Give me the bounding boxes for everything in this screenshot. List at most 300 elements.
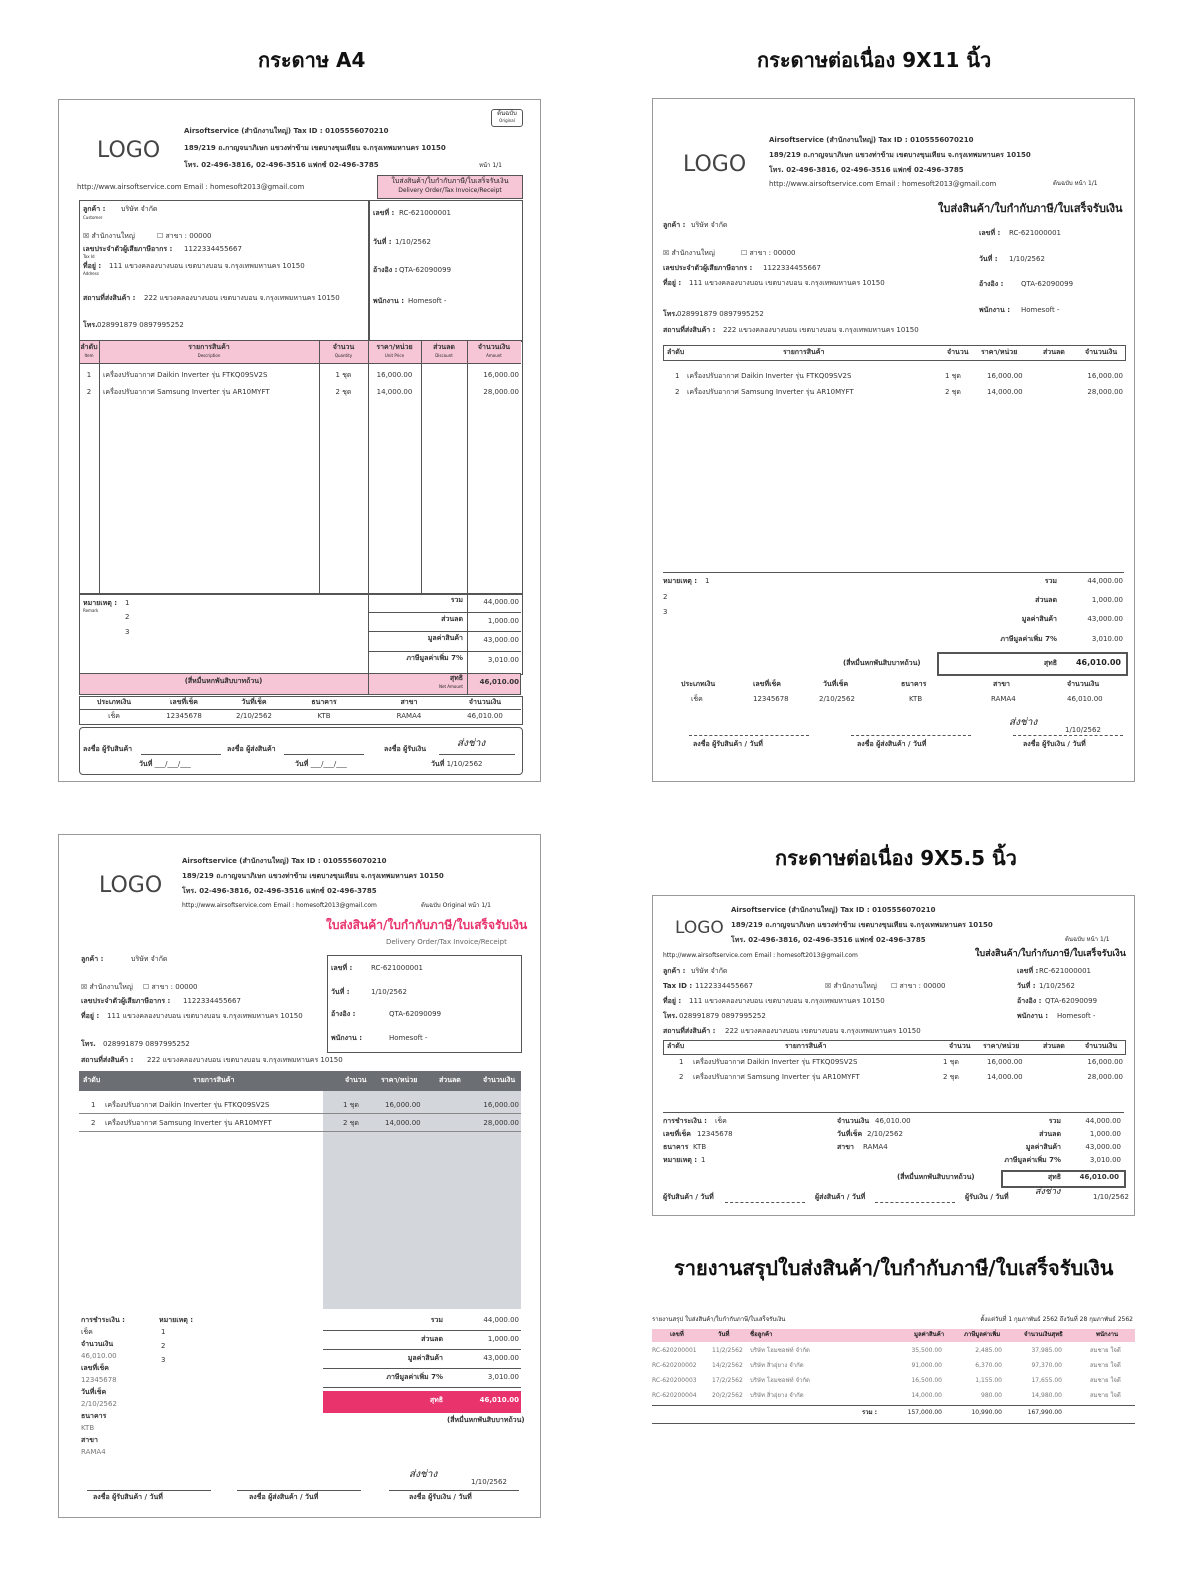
doc-officer-label: พนักงาน : — [1017, 1012, 1049, 1020]
pay-branch: RAMA4 — [863, 1143, 888, 1151]
row1-no: 1 — [91, 1101, 96, 1109]
row1-no: 1 — [679, 1058, 684, 1066]
branch-check: ☐ สาขา : 00000 — [741, 249, 796, 257]
invoice-a4-grey-sheet — [58, 834, 541, 1518]
col-discount: ส่วนลด — [439, 1076, 461, 1084]
doc-no-value: RC-621000001 — [399, 209, 452, 217]
company-phone: โทร. 02-496-3816, 02-496-3516 แฟกซ์ 02-496-3785 — [182, 887, 377, 895]
ship-label: สถานที่ส่งสินค้า : — [81, 1056, 134, 1064]
report-col-net: จำนวนเงินสุทธิ — [1024, 1331, 1063, 1338]
company-phone: โทร. 02-496-3816, 02-496-3516 แฟกซ์ 02-496-3785 — [184, 161, 379, 169]
col-item: ลำดับ — [83, 1076, 101, 1084]
doc-officer-value: Homesoft - — [1021, 306, 1060, 314]
pay-head-bank: ธนาคาร — [311, 698, 337, 706]
value-amount: 43,000.00 — [483, 636, 519, 644]
address-value: 111 แขวงคลองบางบอน เขตบางบอน จ.กรุงเทพมหานคร 10150 — [109, 262, 305, 270]
head-office-check: ☒ สำนักงานใหญ่ — [81, 983, 133, 991]
doc-officer-value: Homesoft - — [408, 297, 447, 305]
head-office-check: ☒ สำนักงานใหญ่ — [83, 232, 135, 240]
pay-cheque-label: เลขที่เช็ค — [81, 1364, 109, 1372]
original-stamp: ต้นฉบับ Original — [491, 109, 523, 127]
taxid-value: 1122334455667 — [183, 997, 241, 1005]
pay-date-label: วันที่เช็ค — [81, 1388, 107, 1396]
doc-no-label: เลขที่ : — [373, 209, 395, 217]
row2-price: 14,000.00 — [987, 1073, 1023, 1081]
col-desc: รายการสินค้า — [188, 343, 230, 351]
signature: ส่งช่าง — [1035, 1187, 1061, 1197]
pay-amount-label: จำนวนเงิน — [837, 1117, 870, 1125]
address-en: Address — [83, 271, 99, 276]
branch-check: ☐ สาขา : 00000 — [157, 232, 212, 240]
total-label: รวม — [430, 1316, 443, 1324]
net-label: สุทธิ — [449, 674, 463, 682]
col-discount: ส่วนลด — [433, 343, 455, 351]
doc-date-value: 1/10/2562 — [1039, 982, 1075, 990]
value-label: มูลค่าสินค้า — [1025, 1143, 1061, 1151]
report-cell: 980.00 — [981, 1392, 1002, 1399]
pay-label: การชำระเงิน : — [81, 1316, 125, 1324]
branch-check: ☐ สาขา : 00000 — [143, 983, 198, 991]
sign-collector: ลงชื่อ ผู้รับเงิน / วันที่ — [1023, 740, 1086, 748]
value-label: มูลค่าสินค้า — [1021, 615, 1057, 623]
total-label: รวม — [1048, 1117, 1061, 1125]
net-words: (สี่หมื่นหกพันสิบบาทถ้วน) — [447, 1416, 525, 1424]
report-cell: RC-620200001 — [652, 1347, 697, 1354]
pay-bank-label: ธนาคาร — [663, 1143, 689, 1151]
report-total-label: รวม : — [862, 1409, 878, 1416]
ship-value: 222 แขวงคลองบางบอน เขตบางบอน จ.กรุงเทพมหานคร 10150 — [147, 1056, 343, 1064]
row2-desc: เครื่องปรับอากาศ Samsung Inverter รุ่น AR10MYFT — [105, 1119, 272, 1127]
pay-head-date: วันที่เช็ค — [823, 680, 849, 688]
total-label: รวม — [1044, 577, 1057, 585]
signature: ส่งช่าง — [1009, 717, 1038, 728]
row1-price: 16,000.00 — [376, 371, 413, 379]
company-address: 189/219 ถ.กาญจนาภิเษก แขวงท่าข้าม เขตบางขุนเทียน จ.กรุงเทพมหานคร 10150 — [184, 144, 446, 152]
sign-deliverer: ผู้ส่งสินค้า / วันที่ — [815, 1193, 866, 1201]
value-amount: 43,000.00 — [1085, 1143, 1121, 1151]
row2-qty: 2 ชุด — [343, 1119, 359, 1127]
row2-amount: 28,000.00 — [483, 388, 519, 396]
total-value: 44,000.00 — [483, 598, 519, 606]
row2-amount: 28,000.00 — [1087, 388, 1123, 396]
pay-cheque: 12345678 — [697, 1130, 733, 1138]
net-label: สุทธิ — [1043, 659, 1057, 667]
discount-label: ส่วนลด — [421, 1335, 443, 1343]
company-logo: LOGO — [675, 918, 724, 938]
page-number: หน้า 1/1 — [479, 162, 502, 169]
doc-ref-label: อ้างอิง : — [979, 280, 1004, 288]
net-value: 46,010.00 — [479, 678, 519, 686]
company-web: http://www.airsoftservice.com Email : homesoft2013@gmail.com — [77, 183, 305, 191]
col-desc: รายการสินค้า — [783, 348, 825, 356]
row1-price: 16,000.00 — [987, 1058, 1023, 1066]
col-price: ราคา/หน่วย — [983, 1042, 1020, 1050]
signed-date: 1/10/2562 — [471, 1478, 507, 1486]
remark-2: 2 — [125, 613, 130, 621]
remark-1: 1 — [705, 577, 710, 585]
report-cell: สมชาย ใจดี — [1090, 1392, 1121, 1399]
value-amount: 43,000.00 — [1087, 615, 1123, 623]
page-number: ต้นฉบับ หน้า 1/1 — [1053, 180, 1098, 187]
pay-type: เช็ค — [108, 712, 120, 720]
net-label: สุทธิ — [429, 1396, 443, 1404]
col-item: ลำดับ — [667, 1042, 685, 1050]
col-qty: จำนวน — [947, 348, 969, 356]
taxid-value: 1122334455667 — [184, 245, 242, 253]
sign-receiver: ลงชื่อ ผู้รับสินค้า / วันที่ — [693, 740, 763, 748]
sign-collector: ผู้รับเงิน / วันที่ — [965, 1193, 1009, 1201]
doc-officer-label: พนักงาน : — [331, 1034, 363, 1042]
row2-no: 2 — [91, 1119, 96, 1127]
pay-branch: RAMA4 — [991, 695, 1016, 703]
pay-head-type: ประเภทเงิน — [681, 680, 716, 688]
net-value: 46,010.00 — [479, 1396, 519, 1404]
col-amount: จำนวนเงิน — [1085, 348, 1118, 356]
tel-label: โทร. — [83, 321, 98, 329]
doc-no-label: เลขที่ : — [331, 964, 353, 972]
branch-check: ☐ สาขา : 00000 — [891, 982, 946, 990]
tel-label: โทร. — [663, 1012, 678, 1020]
page-number: ต้นฉบับ หน้า 1/1 — [1065, 936, 1110, 943]
discount-value: 1,000.00 — [1091, 596, 1123, 604]
company-name: Airsoftservice (สำนักงานใหญ่) Tax ID : 0105556070210 — [184, 127, 389, 135]
address-value: 111 แขวงคลองบางบอน เขตบางบอน จ.กรุงเทพมหานคร 10150 — [689, 997, 885, 1005]
pay-type: เช็ค — [691, 695, 703, 703]
pay-head-amount: จำนวนเงิน — [1067, 680, 1100, 688]
pay-head-amount: จำนวนเงิน — [468, 698, 502, 706]
doc-officer-value: Homesoft - — [1057, 1012, 1096, 1020]
customer-label: ลูกค้า : — [83, 205, 106, 213]
report-cell: 17/2/2562 — [712, 1377, 743, 1384]
company-address: 189/219 ถ.กาญจนาภิเษก แขวงท่าข้าม เขตบางขุนเทียน จ.กรุงเทพมหานคร 10150 — [182, 872, 444, 880]
report-cell: 14,000.00 — [911, 1392, 942, 1399]
col-qty: จำนวน — [345, 1076, 367, 1084]
row2-desc: เครื่องปรับอากาศ Samsung Inverter รุ่น AR10MYFT — [103, 388, 270, 396]
report-cell: RC-620200003 — [652, 1377, 697, 1384]
doc-title: ใบส่งสินค้า/ใบกำกับภาษี/ใบเสร็จรับเงิน — [975, 949, 1126, 959]
row1-price: 16,000.00 — [385, 1101, 421, 1109]
ship-label: สถานที่ส่งสินค้า : — [663, 326, 716, 334]
row1-desc: เครื่องปรับอากาศ Daikin Inverter รุ่น FTKQ09SV2S — [105, 1101, 270, 1109]
ship-value: 222 แขวงคลองบางบอน เขตบางบอน จ.กรุงเทพมหานคร 10150 — [725, 1027, 921, 1035]
doc-no-value: RC-621000001 — [1009, 229, 1062, 237]
report-cell: สมชาย ใจดี — [1090, 1377, 1121, 1384]
doc-no-label: เลขที่ : — [979, 229, 1001, 237]
company-address: 189/219 ถ.กาญจนาภิเษก แขวงท่าข้าม เขตบางขุนเทียน จ.กรุงเทพมหานคร 10150 — [769, 151, 1031, 159]
row1-price: 16,000.00 — [987, 372, 1023, 380]
doc-no-value: RC-621000001 — [1039, 967, 1092, 975]
report-col-vat: ภาษีมูลค่าเพิ่ม — [964, 1331, 1001, 1338]
net-value: 46,010.00 — [1075, 658, 1121, 667]
doc-ref-value: QTA-62090099 — [389, 1010, 442, 1018]
pay-cheque-label: เลขที่เช็ค — [663, 1130, 691, 1138]
taxid-label: เลขประจำตัวผู้เสียภาษีอากร : — [663, 264, 753, 272]
remark-3: 3 — [161, 1356, 166, 1364]
company-logo: LOGO — [97, 138, 161, 163]
doc-no-label: เลขที่ : — [1017, 967, 1039, 975]
doc-title-en: Delivery Order/Tax Invoice/Receipt — [386, 938, 507, 946]
pay-type: เช็ค — [81, 1328, 93, 1336]
taxid-label: เลขประจำตัวผู้เสียภาษีอากร : — [81, 997, 171, 1005]
row1-desc: เครื่องปรับอากาศ Daikin Inverter รุ่น FTKQ09SV2S — [103, 371, 268, 379]
pay-branch: RAMA4 — [81, 1448, 106, 1456]
address-label: ที่อยู่ : — [81, 1012, 100, 1020]
row1-no: 1 — [675, 372, 680, 380]
pay-amount: 46,010.00 — [1067, 695, 1103, 703]
sign-receiver: ลงชื่อ ผู้รับสินค้า — [83, 745, 133, 753]
report-col-date: วันที่ — [718, 1331, 730, 1338]
row2-price: 14,000.00 — [987, 388, 1023, 396]
report-cell: 14/2/2562 — [712, 1362, 743, 1369]
report-col-value: มูลค่าสินค้า — [914, 1331, 945, 1338]
taxid-value: 1122334455667 — [695, 982, 753, 990]
company-name: Airsoftservice (สำนักงานใหญ่) Tax ID : 0105556070210 — [182, 857, 387, 865]
tel-value: 028991879 0897995252 — [103, 1040, 190, 1048]
invoice-9x5-5-sheet — [652, 895, 1135, 1216]
sign-deliverer: ลงชื่อ ผู้ส่งสินค้า / วันที่ — [857, 740, 927, 748]
pay-head-cheque: เลขที่เช็ค — [170, 698, 198, 706]
sign-deliverer: ลงชื่อ ผู้ส่งสินค้า / วันที่ — [249, 1493, 319, 1501]
taxid-value: 1122334455667 — [763, 264, 821, 272]
total-value: 44,000.00 — [1085, 1117, 1121, 1125]
remark-2: 2 — [663, 593, 668, 601]
remark-label: หมายเหตุ : — [663, 577, 698, 585]
col-amount: จำนวนเงิน — [1085, 1042, 1118, 1050]
col-price: ราคา/หน่วย — [981, 348, 1018, 356]
pay-head-type: ประเภทเงิน — [96, 698, 132, 706]
report-cell: RC-620200002 — [652, 1362, 697, 1369]
doc-ref-label: อ้างอิง : — [1017, 997, 1042, 1005]
ship-label: สถานที่ส่งสินค้า : — [663, 1027, 716, 1035]
company-web: http://www.airsoftservice.com Email : homesoft2013@gmail.com — [769, 180, 997, 188]
doc-ref-label: อ้างอิง : — [331, 1010, 356, 1018]
col-item: ลำดับ — [80, 343, 98, 351]
company-name: Airsoftservice (สำนักงานใหญ่) Tax ID : 0105556070210 — [769, 136, 974, 144]
row1-no: 1 — [86, 371, 92, 379]
row2-no: 2 — [675, 388, 680, 396]
net-words: (สี่หมื่นหกพันสิบบาทถ้วน) — [184, 677, 263, 685]
pay-bank: KTB — [317, 712, 331, 720]
row1-amount: 16,000.00 — [483, 1101, 519, 1109]
vat-value: 3,010.00 — [487, 1373, 519, 1381]
report-cell: 35,500.00 — [911, 1347, 942, 1354]
row2-amount: 28,000.00 — [1087, 1073, 1123, 1081]
discount-value: 1,000.00 — [487, 1335, 519, 1343]
row2-amount: 28,000.00 — [483, 1119, 519, 1127]
row2-qty: 2 ชุด — [335, 388, 352, 396]
doc-date-label: วันที่ : — [373, 238, 392, 246]
sign-date-2: วันที่ ___/___/___ — [295, 760, 347, 768]
doc-date-label: วันที่ : — [979, 255, 998, 263]
customer-name: บริษัท จำกัด — [691, 221, 728, 229]
doc-title: ใบส่งสินค้า/ใบกำกับภาษี/ใบเสร็จรับเงิน — [326, 918, 528, 932]
row1-amount: 16,000.00 — [1087, 1058, 1123, 1066]
row1-amount: 16,000.00 — [1087, 372, 1123, 380]
pay-date: 2/10/2562 — [236, 712, 272, 720]
pay-cheque: 12345678 — [753, 695, 789, 703]
taxid-label: เลขประจำตัวผู้เสียภาษีอากร : — [83, 245, 173, 253]
sign-receiver: ลงชื่อ ผู้รับสินค้า / วันที่ — [93, 1493, 163, 1501]
address-label: ที่อยู่ : — [663, 279, 682, 287]
remark-1: 1 — [701, 1156, 706, 1164]
vat-value: 3,010.00 — [1091, 635, 1123, 643]
sign-receiver: ผู้รับสินค้า / วันที่ — [663, 1193, 714, 1201]
doc-officer-value: Homesoft - — [389, 1034, 428, 1042]
tel-value: 028991879 0897995252 — [97, 321, 184, 329]
row1-qty: 1 ชุด — [943, 1058, 959, 1066]
caption-report: รายงานสรุปใบส่งสินค้า/ใบกำกับภาษี/ใบเสร็จรับเงิน — [674, 1256, 1114, 1280]
signature: ส่งช่าง — [457, 738, 486, 749]
row1-desc: เครื่องปรับอากาศ Daikin Inverter รุ่น FTKQ09SV2S — [687, 372, 852, 380]
pay-cheque: 12345678 — [166, 712, 202, 720]
pay-bank: KTB — [693, 1143, 707, 1151]
doc-no-value: RC-621000001 — [371, 964, 424, 972]
head-office-check: ☒ สำนักงานใหญ่ — [825, 982, 877, 990]
doc-ref-value: QTA-62090099 — [1045, 997, 1098, 1005]
row1-qty: 1 ชุด — [945, 372, 961, 380]
summary-report — [652, 1317, 1135, 1427]
signed-date: 1/10/2562 — [1065, 726, 1101, 734]
taxid-en: Tax Id — [83, 254, 95, 259]
ship-value: 222 แขวงคลองบางบอน เขตบางบอน จ.กรุงเทพมหานคร 10150 — [144, 294, 340, 302]
pay-branch-label: สาขา — [81, 1436, 98, 1444]
sign-collector: ลงชื่อ ผู้รับเงิน — [384, 745, 426, 753]
row2-desc: เครื่องปรับอากาศ Samsung Inverter รุ่น AR10MYFT — [693, 1073, 860, 1081]
ship-value: 222 แขวงคลองบางบอน เขตบางบอน จ.กรุงเทพมหานคร 10150 — [723, 326, 919, 334]
row2-no: 2 — [86, 388, 92, 396]
value-label: มูลค่าสินค้า — [407, 1354, 443, 1362]
col-discount: ส่วนลด — [1043, 348, 1065, 356]
report-cell: บริษัท สิ่วอุ่ยาง จำกัด — [750, 1362, 804, 1369]
row2-no: 2 — [679, 1073, 684, 1081]
customer-name: บริษัท จำกัด — [131, 955, 168, 963]
report-cell: RC-620200004 — [652, 1392, 697, 1399]
pay-bank: KTB — [909, 695, 923, 703]
report-col-customer: ชื่อลูกค้า — [750, 1331, 773, 1338]
pay-head-bank: ธนาคาร — [901, 680, 927, 688]
col-discount: ส่วนลด — [1043, 1042, 1065, 1050]
discount-label: ส่วนลด — [441, 615, 463, 623]
head-office-check: ☒ สำนักงานใหญ่ — [663, 249, 715, 257]
report-total-value: 157,000.00 — [907, 1409, 942, 1416]
report-cell: 1,155.00 — [975, 1377, 1002, 1384]
pay-date: 2/10/2562 — [81, 1400, 117, 1408]
address-label: ที่อยู่ : — [83, 262, 102, 270]
col-price: ราคา/หน่วย — [376, 343, 413, 351]
net-words: (สี่หมื่นหกพันสิบบาทถ้วน) — [843, 659, 921, 667]
customer-label: ลูกค้า : — [663, 967, 686, 975]
report-cell: สมชาย ใจดี — [1090, 1362, 1121, 1369]
doc-title: ใบส่งสินค้า/ใบกำกับภาษี/ใบเสร็จรับเงิน — [391, 177, 509, 185]
sign-date-1: วันที่ ___/___/___ — [139, 760, 191, 768]
pay-branch: RAMA4 — [396, 712, 422, 720]
col-qty: จำนวน — [332, 343, 355, 351]
customer-label: ลูกค้า : — [663, 221, 686, 229]
tel-value: 028991879 0897995252 — [677, 310, 764, 318]
remark-1: 1 — [125, 599, 130, 607]
report-period: ตั้งแต่วันที่ 1 กุมภาพันธ์ 2562 ถึงวันที่ 28 กุมภาพันธ์ 2562 — [980, 1316, 1133, 1323]
col-amount: จำนวนเงิน — [477, 343, 511, 351]
doc-date-label: วันที่ : — [1017, 982, 1036, 990]
vat-label: ภาษีมูลค่าเพิ่ม 7% — [386, 1373, 443, 1381]
remark-3: 3 — [125, 628, 130, 636]
pay-bank-label: ธนาคาร — [81, 1412, 107, 1420]
customer-label-en: Customer — [83, 215, 103, 220]
customer-label: ลูกค้า : — [81, 955, 104, 963]
pay-amount: 46,010.00 — [467, 712, 503, 720]
address-value: 111 แขวงคลองบางบอน เขตบางบอน จ.กรุงเทพมหานคร 10150 — [107, 1012, 303, 1020]
vat-value: 3,010.00 — [1089, 1156, 1121, 1164]
invoice-9x11-sheet — [652, 98, 1135, 782]
report-cell: บริษัท สิ่วอุ่ยาง จำกัด — [750, 1392, 804, 1399]
vat-label: ภาษีมูลค่าเพิ่ม 7% — [1000, 635, 1057, 643]
remark-label: หมายเหตุ : — [159, 1316, 194, 1324]
address-value: 111 แขวงคลองบางบอน เขตบางบอน จ.กรุงเทพมหานคร 10150 — [689, 279, 885, 287]
report-col-officer: พนักงาน — [1096, 1331, 1119, 1338]
company-name: Airsoftservice (สำนักงานใหญ่) Tax ID : 0105556070210 — [731, 906, 936, 914]
pay-branch-label: สาขา — [837, 1143, 854, 1151]
company-logo: LOGO — [683, 152, 747, 177]
col-desc: รายการสินค้า — [785, 1042, 827, 1050]
net-words: (สี่หมื่นหกพันสิบบาทถ้วน) — [897, 1173, 975, 1181]
col-qty: จำนวน — [949, 1042, 971, 1050]
pay-type: เช็ค — [715, 1117, 727, 1125]
tel-label: โทร. — [663, 310, 678, 318]
caption-a4: กระดาษ A4 — [258, 48, 366, 72]
report-total-net: 167,990.00 — [1027, 1409, 1062, 1416]
tel-label: โทร. — [81, 1040, 96, 1048]
company-web: http://www.airsoftservice.com Email : homesoft2013@gmail.com — [182, 902, 377, 909]
doc-date-label: วันที่ : — [331, 988, 350, 996]
report-cell: 6,370.00 — [975, 1362, 1002, 1369]
net-value: 46,010.00 — [1079, 1173, 1119, 1181]
remark-1: 1 — [161, 1328, 166, 1336]
report-cell: 91,000.00 — [911, 1362, 942, 1369]
vat-value: 3,010.00 — [487, 656, 519, 664]
vat-label: ภาษีมูลค่าเพิ่ม 7% — [1004, 1156, 1061, 1164]
sign-collector: ลงชื่อ ผู้รับเงิน / วันที่ — [409, 1493, 472, 1501]
customer-name: บริษัท จำกัด — [121, 205, 158, 213]
report-cell: 14,980.00 — [1031, 1392, 1062, 1399]
ship-label: สถานที่ส่งสินค้า : — [83, 294, 136, 302]
report-title: รายงานสรุป ใบส่งสินค้า/ใบกำกับภาษี/ใบเสร็จรับเงิน — [652, 1316, 786, 1323]
pay-amount-label: จำนวนเงิน — [81, 1340, 114, 1348]
invoice-a4-sheet: LOGO Airsoftservice (สำนักงานใหญ่) Tax ID : 0105556070210 189/219 ถ.กาญจนาภิเษก แขวงท่าข้าม เขตบางขุนเทียน จ.กรุงเทพมหานคร 10150 โทร. 02-496-3816, 02-496-3516 แฟกซ์ 02-496-3785 http://www.airsoftservice.com Email : homesoft2013@gmail.com ต้นฉบับ Original หน้า 1/1 ใบส่งสินค้า/ใบกำกับภาษี/ใบเสร็จรับเงิน Delivery Order/Tax Invoice/Receipt ลูกค้า : บริษัท จำกัด Customer ☒ สำนักงานใหญ่ ☐ สาขา : 00000 เลขประจำตัวผู้เสียภาษีอากร : 1122334455667 Tax Id ที่อยู่ : 111 แขวงคลองบางบอน เขตบางบอน จ.กรุงเทพมหานคร 10150 Address สถานที่ส่งสินค้า : 222 แขวงคลองบางบอน เขตบางบอน จ.กรุงเทพมหานคร 10150 โทร. 028991879 0897995252 เลขที่ : RC-621000001 วันที่ : 1/10/2562 อ้างอิง : QTA-62090099 พนักงาน : Homesoft - ลำดับ รายการสินค้า จำนวน ราคา/หน่วย ส่วนลด จำนวนเงิน Item Description Quantity Unit Price Discount Amount 1 เครื่องปรับอากาศ Daikin Inverter รุ่น FTKQ09SV2S 1 ชุด 16,000.00 16,000.00 2 เครื่องปรับอากาศ Samsung Inverter รุ่น AR10MYFT 2 ชุด 14,000.00 28,000.00 หมายเหตุ : Remark 1 2 3 รวม 44,000.00 ส่วนลด 1,000.00 มูลค่าสินค้า 43,000.00 ภาษีมูลค่าเพิ่ม 7% 3,010.00 (สี่หมื่นหกพันสิบบาทถ้วน) สุทธิ Net Amount 46,010.00 ประเภทเงิน เลขที่เช็ค วันที่เช็ค ธนาคาร สาขา จำนวนเงิน เช็ค 12345678 2/10/2562 KTB RAMA4 46,010.00 ลงชื่อ ผู้รับสินค้า ลงชื่อ ผู้ส่งสินค้า ลงชื่อ ผู้รับเงิน ส่งช่าง วันที่ ___/___/___ วันที่ ___/___/___ วันที่ 1/10/2562 — [58, 99, 541, 782]
doc-ref-value: QTA-62090099 — [399, 266, 452, 274]
doc-officer-label: พนักงาน : — [979, 306, 1011, 314]
row2-qty: 2 ชุด — [945, 388, 961, 396]
report-cell: 16,500.00 — [911, 1377, 942, 1384]
doc-title-en: Delivery Order/Tax Invoice/Receipt — [398, 187, 502, 194]
sign-deliverer: ลงชื่อ ผู้ส่งสินค้า — [227, 745, 276, 753]
caption-9x5-5: กระดาษต่อเนื่อง 9X5.5 นิ้ว — [775, 846, 1017, 870]
company-phone: โทร. 02-496-3816, 02-496-3516 แฟกซ์ 02-496-3785 — [731, 936, 926, 944]
signed-date: 1/10/2562 — [1093, 1193, 1129, 1201]
pay-cheque: 12345678 — [81, 1376, 117, 1384]
total-value: 44,000.00 — [1087, 577, 1123, 585]
doc-date-value: 1/10/2562 — [395, 238, 431, 246]
address-label: ที่อยู่ : — [663, 997, 682, 1005]
pay-head-date: วันที่เช็ค — [241, 698, 267, 706]
value-amount: 43,000.00 — [483, 1354, 519, 1362]
row1-qty: 1 ชุด — [335, 371, 352, 379]
report-total-vat: 10,990.00 — [971, 1409, 1002, 1416]
sign-date-3: วันที่ 1/10/2562 — [431, 760, 483, 768]
total-value: 44,000.00 — [483, 1316, 519, 1324]
pay-date: 2/10/2562 — [867, 1130, 903, 1138]
company-address: 189/219 ถ.กาญจนาภิเษก แขวงท่าข้าม เขตบางขุนเทียน จ.กรุงเทพมหานคร 10150 — [731, 921, 993, 929]
row1-qty: 1 ชุด — [343, 1101, 359, 1109]
